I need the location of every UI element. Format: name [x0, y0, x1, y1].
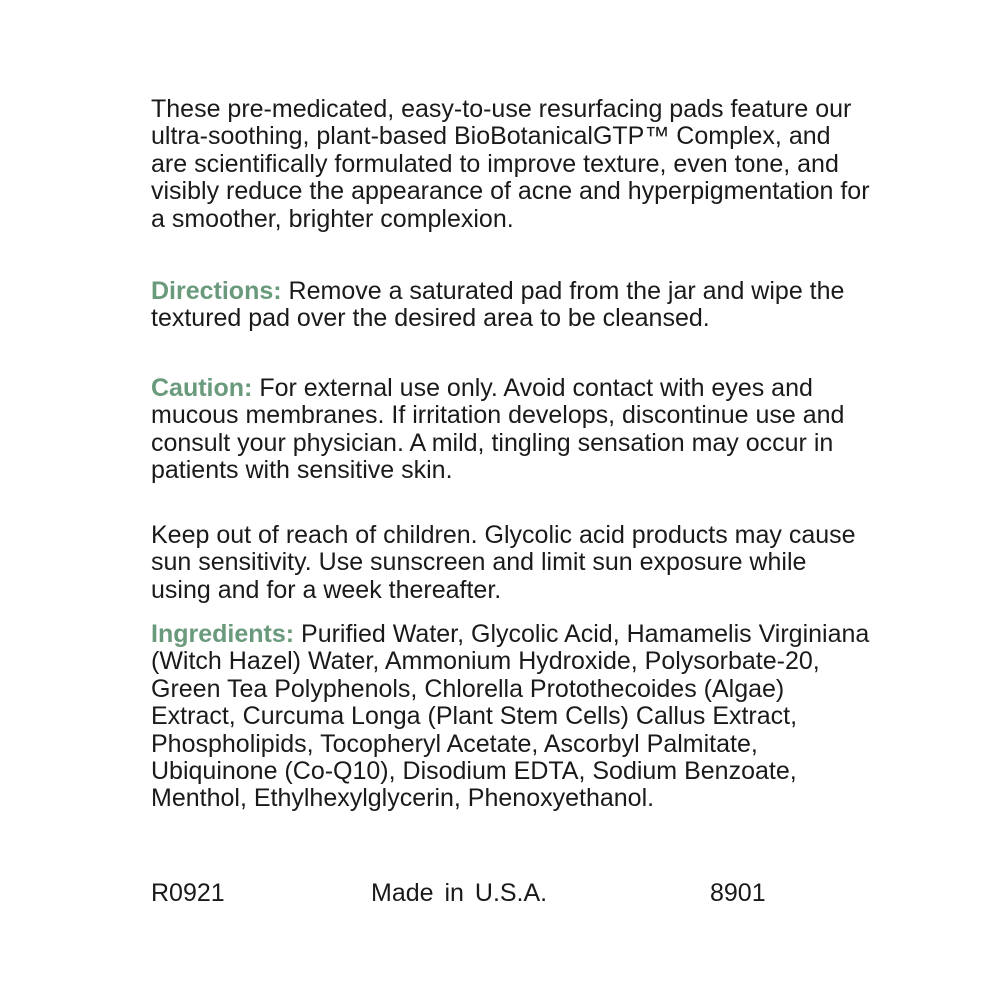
footer-origin: Made in U.S.A.	[371, 879, 548, 907]
caution-heading: Caution:	[151, 374, 253, 402]
caution-paragraph	[151, 375, 871, 485]
ingredients-text: Purified Water, Glycolic Acid, Hamamelis Virginiana (Witch Hazel) Water, Ammonium Hydroxide, Polysorbate-20, Green Tea Polyphenols, Chlorella Protothecoides (Algae) Extract, Curcuma Longa (Plant Stem Cells) Callus Extract, Phospholipids, Tocopheryl Acetate, Ascorbyl Palmitate, Ubiquinone (Co-Q10), Disodium EDTA, Sodium Benzoate, Menthol, Ethylhexylglycerin, Phenoxyethanol.	[151, 620, 870, 813]
warning-paragraph: Keep out of reach of children. Glycolic acid products may cause sun sensitivity. Use sunscreen and limit sun exposure while using and for a week thereafter.	[151, 521, 856, 604]
directions-paragraph	[151, 278, 871, 333]
intro-paragraph: These pre-medicated, easy-to-use resurfacing pads feature our ultra-soothing, plant-based BioBotanicalGTP™ Complex, and are scientifically formulated to improve texture, even tone, and visibly reduce the appearance of acne and hyperpigmentation for a smoother, brighter complexion.	[151, 95, 870, 233]
directions-heading: Directions:	[151, 277, 282, 305]
ingredients-paragraph	[151, 621, 871, 813]
footer-number: 8901	[710, 879, 766, 907]
footer-code: R0921	[151, 879, 225, 907]
caution-text: For external use only. Avoid contact with eyes and mucous membranes. If irritation develops, discontinue use and consult your physician. A mild, tingling sensation may occur in patients with sensitive skin.	[151, 374, 845, 485]
ingredients-heading: Ingredients:	[151, 620, 295, 648]
directions-text: Remove a saturated pad from the jar and wipe the textured pad over the desired area to be cleansed.	[151, 277, 845, 333]
